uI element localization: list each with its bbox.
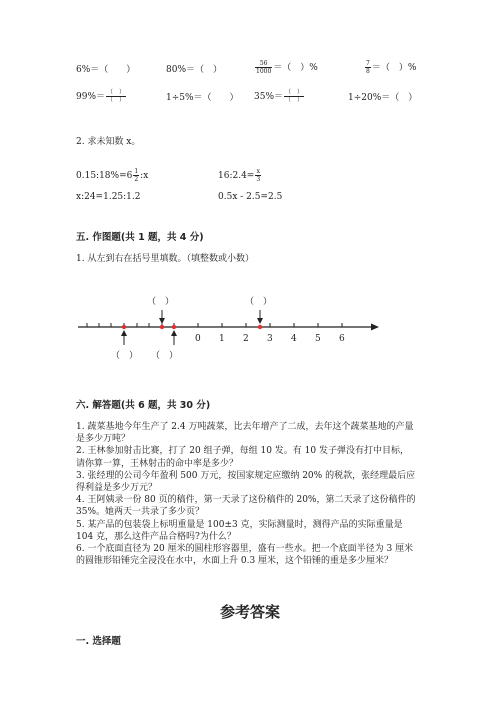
- equation: 0.5x - 2.5=2.5: [218, 192, 283, 202]
- convert-item: 6%＝（ ）: [76, 65, 136, 75]
- arrow-head-icon: [371, 324, 379, 331]
- down-arrow-icon: [159, 318, 165, 324]
- axis-label: 4: [291, 334, 297, 344]
- fraction-numerator: x: [256, 168, 260, 175]
- answer-blank: （ ）: [147, 297, 175, 307]
- answer-title: 参考答案: [219, 603, 280, 621]
- red-dot-marker: [258, 325, 262, 329]
- problem-list: [76, 421, 416, 567]
- section-title: 五. 作图题(共 1 题，共 4 分): [76, 232, 204, 243]
- equation: [218, 168, 262, 183]
- convert-item: 1÷5%＝（ ）: [166, 93, 239, 103]
- axis-label: 1: [219, 334, 225, 344]
- convert-item: 1÷20%＝（ ）: [348, 93, 418, 103]
- problem-text: 2. 王林参加射击比赛，打了 20 组子弹，每组 10 发。有 10 发子弹没有打中目标，请你算一算，王林射击的命中率是多少？: [76, 446, 409, 469]
- convert-item: [254, 89, 305, 104]
- fraction-numerator: 7: [366, 60, 370, 67]
- equation: [76, 168, 148, 183]
- fraction-numerator: 1: [134, 168, 139, 175]
- fraction-denominator: 2: [134, 176, 139, 183]
- axis-label: 2: [243, 334, 249, 344]
- red-dot-marker: [160, 325, 164, 329]
- convert-item: [254, 60, 318, 75]
- axis-label: 6: [339, 334, 345, 344]
- equation-part: 0.15:18%=6: [76, 171, 133, 181]
- answer-blank: （ ）: [151, 351, 179, 361]
- convert-tail: ＝（ ）%: [273, 63, 318, 73]
- equation-part: 16:2.4=: [218, 171, 255, 181]
- problem-text: 6. 一个底面直径为 20 厘米的圆柱形容器里，盛有一些水。把一个底面半径为 3 厘米的圆锥形铅锤完全浸没在水中，水面上升 0.3 厘米，这个铅锤的重是多少厘米？: [76, 544, 414, 567]
- problem-text: 5. 某产品的包装袋上标明重量是 100±3 克，实际测量时，测得产品的实际重量是 104 克，那么这件产品合格吗?为什么？: [76, 519, 403, 542]
- fraction-denominator: （ ）: [285, 97, 304, 104]
- red-dot-marker: [172, 325, 176, 329]
- convert-item: [364, 60, 416, 75]
- section-title: 六. 解答题(共 6 题，共 30 分): [76, 400, 211, 411]
- fraction-numerator: 56: [255, 60, 272, 68]
- fraction-denominator: 8: [366, 68, 370, 75]
- fraction-denominator: 3: [256, 176, 261, 183]
- axis-label: 5: [315, 334, 321, 344]
- fraction-denominator: （ ）: [107, 97, 126, 104]
- convert-tail: ＝（ ）%: [371, 63, 417, 73]
- red-dot-marker: [122, 325, 126, 329]
- solve-heading: 2. 求未知数 x。: [76, 137, 141, 147]
- convert-head: 99%＝: [76, 92, 106, 102]
- question-text: 1. 从左到右在括号里填数。（填整数或小数）: [76, 254, 254, 264]
- problem-text: 1. 蔬菜基地今年生产了 2.4 万吨蔬菜，比去年增产了二成，去年这个蔬菜基地的产量是多少万吨？: [76, 422, 414, 445]
- down-arrow-icon: [257, 318, 263, 324]
- answer-blank: （ ）: [245, 297, 273, 307]
- up-arrow-icon: [171, 330, 177, 336]
- convert-item: 80%＝（ ）: [166, 65, 223, 75]
- fraction-numerator: （ ）: [107, 89, 126, 96]
- fraction-denominator: 1000: [256, 68, 272, 75]
- axis-label: 0: [195, 334, 201, 344]
- convert-item: [76, 89, 127, 104]
- problem-text: 4. 王阿姨录一份 80 页的稿件，第一天录了这份稿件的 20%，第二天录了这份稿件的 35%。她两天一共录了多少页？: [76, 495, 416, 518]
- problem-text: 3. 张经理的公司今年盈利 500 万元，按国家规定应缴纳 20% 的税款，张经理最后应得利益是多少万元？: [76, 470, 416, 494]
- answer-blank: （ ）: [111, 351, 139, 361]
- axis-label: 3: [267, 334, 273, 344]
- up-arrow-icon: [121, 330, 127, 336]
- fraction-numerator: （ ）: [285, 89, 304, 96]
- equation-part: :x: [140, 171, 149, 181]
- section-title: 一. 选择题: [76, 636, 121, 647]
- convert-head: 35%＝: [254, 92, 284, 102]
- equation: x:24=1.25:1.2: [76, 192, 141, 202]
